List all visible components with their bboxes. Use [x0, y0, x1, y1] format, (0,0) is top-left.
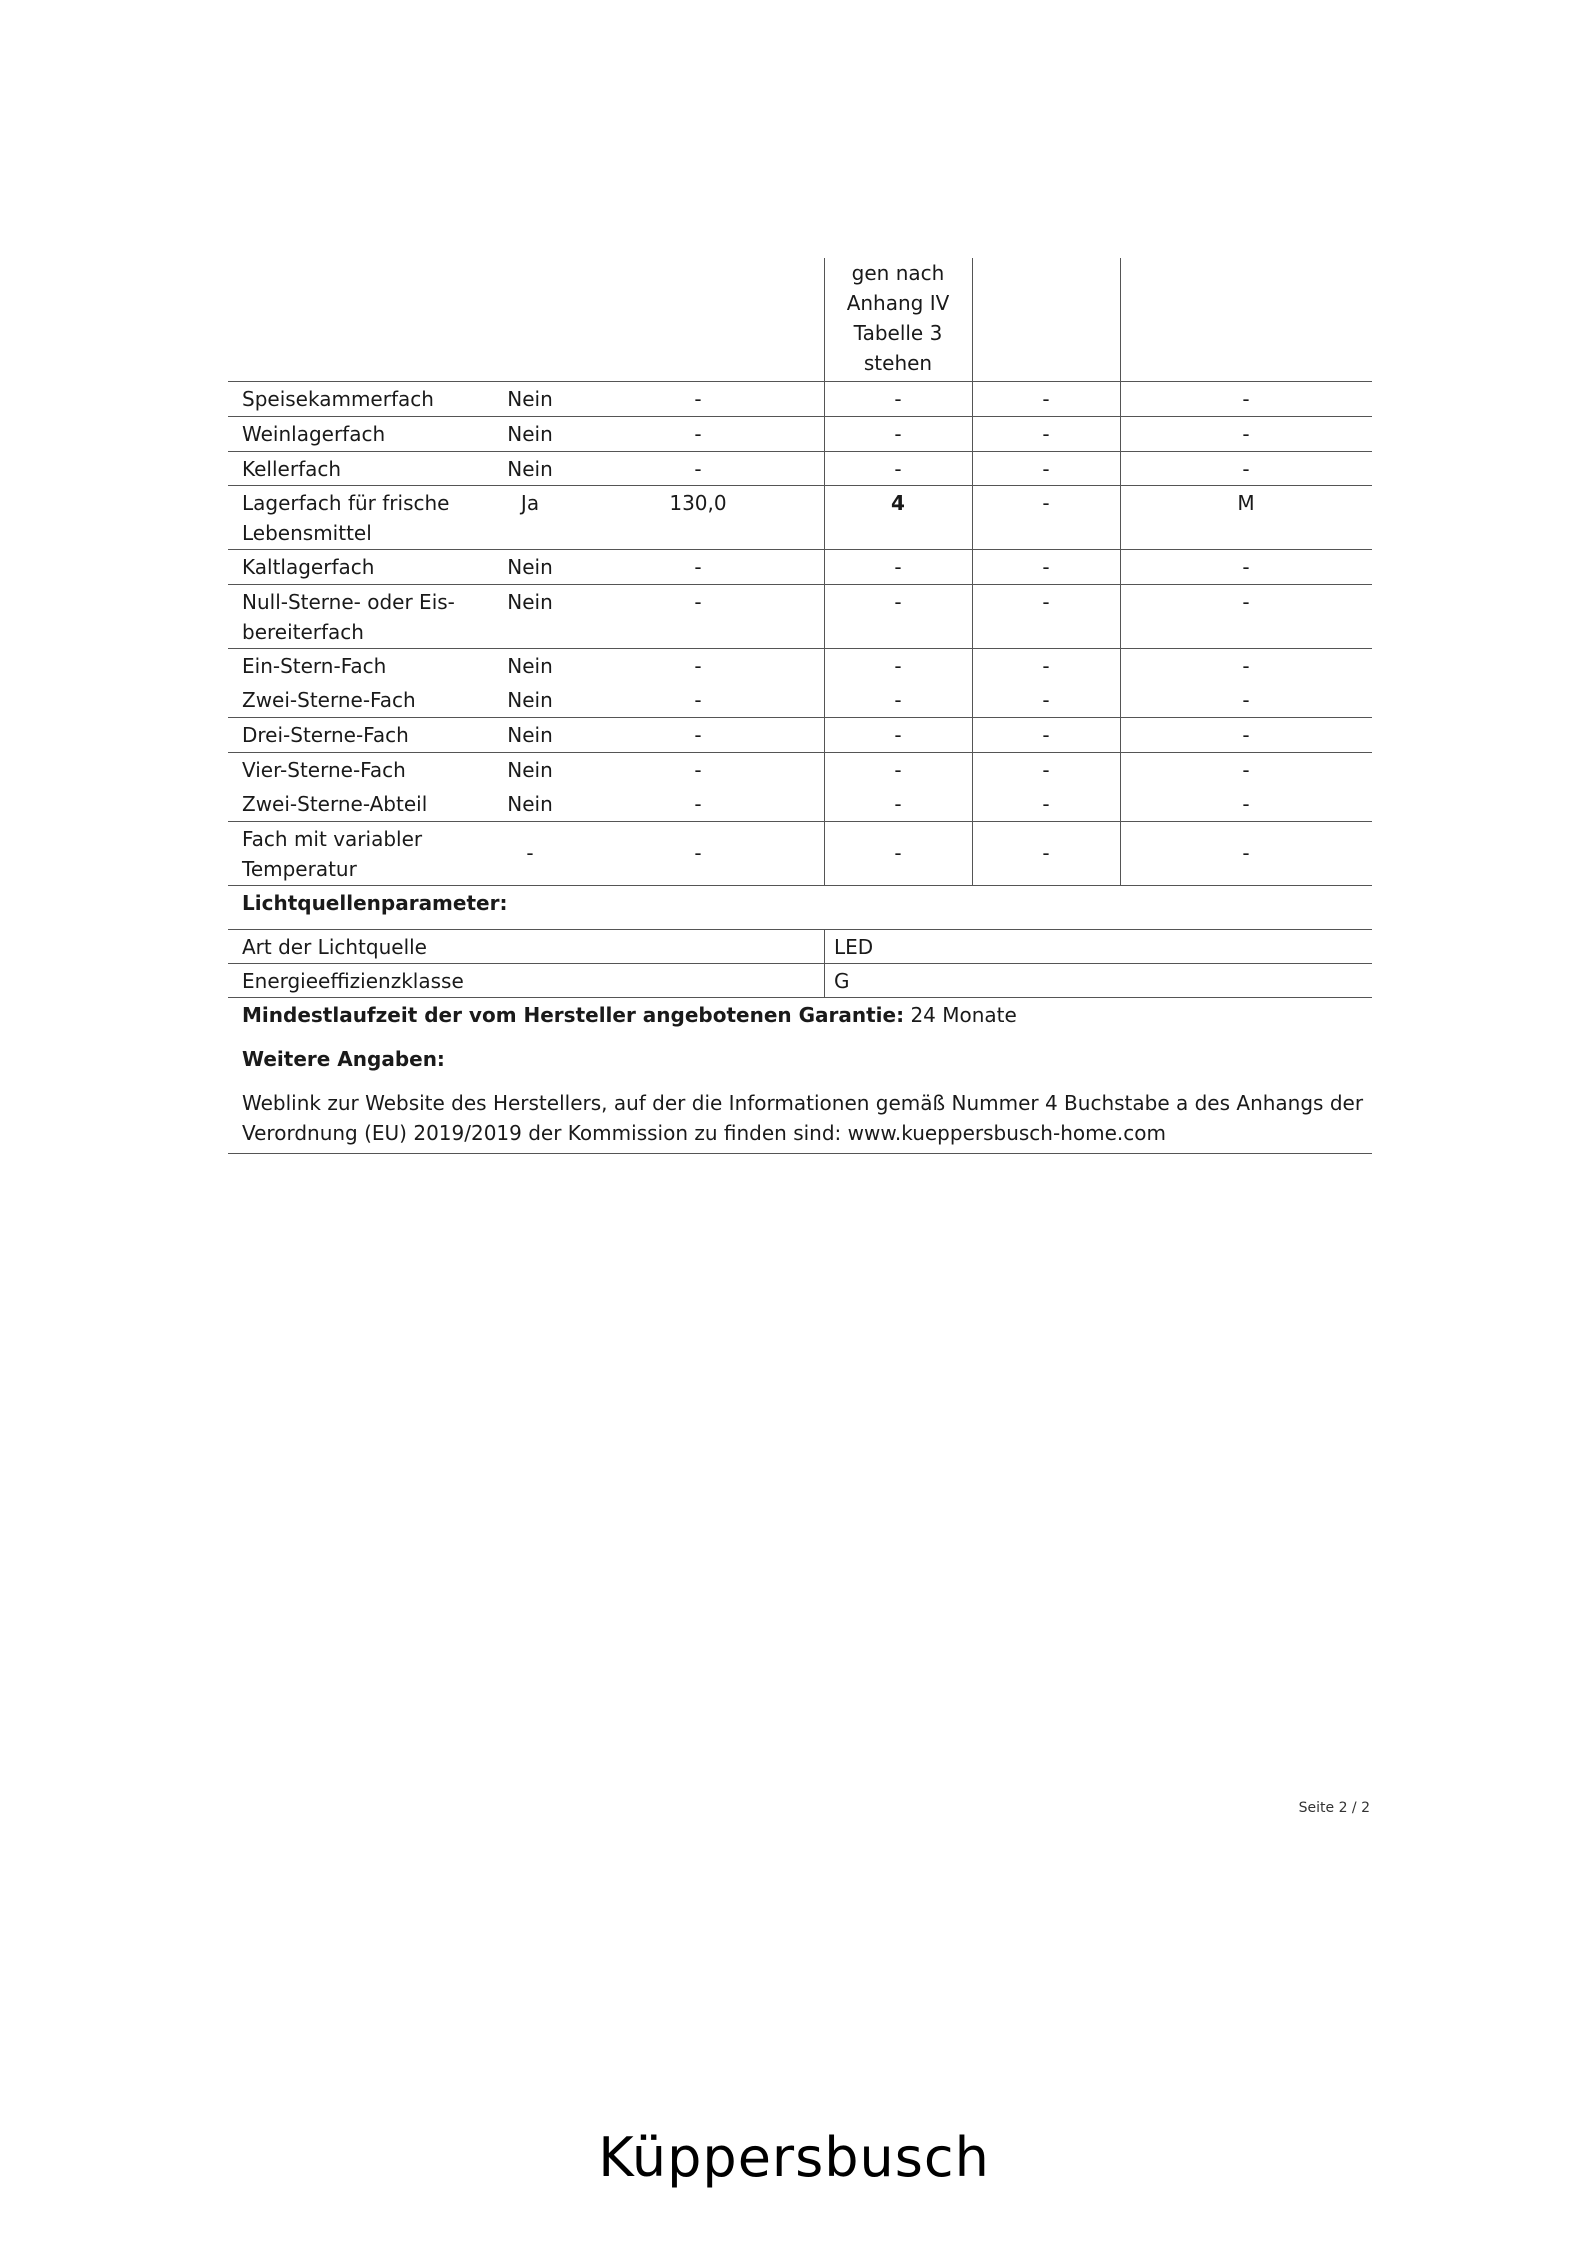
light-column-rule: [824, 929, 825, 963]
column-rule: [824, 451, 825, 485]
table-rule: [228, 752, 1372, 753]
further-text: Verordnung (EU) 2019/2019 der Kommission zu finden sind: www.kueppersbusch-home.com: [242, 1121, 1166, 1145]
row-value: -: [1242, 590, 1250, 614]
row-value: -: [694, 841, 702, 865]
column-rule: [1120, 451, 1121, 485]
column-rule: [972, 821, 973, 885]
further-text: Weblink zur Website des Herstellers, auf der die Informationen gemäß Nummer 4 Buchstabe a des Anhangs der: [242, 1091, 1364, 1115]
row-value: Nein: [507, 590, 553, 614]
row-value: -: [1242, 841, 1250, 865]
row-value: Ja: [520, 491, 540, 515]
table-rule: [228, 821, 1372, 822]
row-label: Lagerfach für frische: [242, 491, 450, 515]
column-rule: [972, 416, 973, 451]
row-value: -: [894, 555, 902, 579]
row-value: -: [1042, 758, 1050, 782]
column-rule: [1120, 485, 1121, 549]
column-rule: [972, 485, 973, 549]
header-column-rule: [972, 258, 973, 381]
row-label: Fach mit variabler: [242, 827, 423, 851]
row-label: Drei-Sterne-Fach: [242, 723, 409, 747]
warranty-label: Mindestlaufzeit der vom Hersteller angebotenen Garantie:: [242, 1003, 905, 1027]
column-rule: [1120, 786, 1121, 821]
header-note-line: Tabelle 3: [853, 321, 943, 345]
row-value: -: [1242, 758, 1250, 782]
table-rule: [228, 648, 1372, 649]
further-heading: Weitere Angaben:: [242, 1047, 445, 1071]
row-value: Nein: [507, 654, 553, 678]
table-rule: [228, 485, 1372, 486]
table-rule: [228, 717, 1372, 718]
row-label: Weinlagerfach: [242, 422, 386, 446]
column-rule: [972, 752, 973, 786]
row-value: Nein: [507, 723, 553, 747]
row-value: -: [894, 792, 902, 816]
row-value: -: [894, 387, 902, 411]
light-rule: [228, 963, 1372, 964]
row-value: -: [1242, 457, 1250, 481]
row-value: -: [694, 792, 702, 816]
row-value: -: [1242, 555, 1250, 579]
row-value: -: [1042, 457, 1050, 481]
column-rule: [972, 786, 973, 821]
warranty-line: [242, 1000, 1017, 1030]
column-rule: [824, 648, 825, 682]
column-rule: [824, 381, 825, 416]
row-value: -: [1042, 688, 1050, 712]
light-rule: [228, 997, 1372, 998]
row-value: -: [1042, 723, 1050, 747]
row-value: -: [694, 422, 702, 446]
row-value: -: [1242, 688, 1250, 712]
light-top-rule: [228, 929, 1372, 930]
table-rule: [228, 549, 1372, 550]
row-label: bereiterfach: [242, 620, 364, 644]
header-note-line: gen nach: [851, 261, 945, 285]
column-rule: [1120, 381, 1121, 416]
row-label: Zwei-Sterne-Fach: [242, 688, 416, 712]
row-value: Nein: [507, 422, 553, 446]
row-value: -: [1042, 590, 1050, 614]
column-rule: [1120, 584, 1121, 648]
row-value: -: [1042, 841, 1050, 865]
column-rule: [1120, 549, 1121, 584]
row-value: Nein: [507, 792, 553, 816]
column-rule: [824, 717, 825, 752]
row-value: -: [894, 758, 902, 782]
row-value: -: [526, 841, 534, 865]
row-value: Nein: [507, 688, 553, 712]
row-value: -: [894, 688, 902, 712]
row-value: M: [1237, 491, 1255, 515]
column-rule: [824, 682, 825, 717]
row-label: Lebensmittel: [242, 521, 372, 545]
light-heading: Lichtquellenparameter:: [242, 891, 508, 915]
row-value: -: [894, 422, 902, 446]
column-rule: [1120, 821, 1121, 885]
row-value: -: [1042, 792, 1050, 816]
column-rule: [824, 485, 825, 549]
column-rule: [824, 416, 825, 451]
header-column-rule: [1120, 258, 1121, 381]
row-value: -: [1042, 654, 1050, 678]
column-rule: [972, 717, 973, 752]
light-value: LED: [834, 935, 874, 959]
row-value: -: [694, 654, 702, 678]
row-label: Temperatur: [242, 857, 357, 881]
light-value: G: [834, 969, 850, 993]
warranty-value: 24 Monate: [904, 1003, 1017, 1027]
header-note-line: stehen: [863, 351, 933, 375]
light-column-rule: [824, 963, 825, 997]
column-rule: [1120, 752, 1121, 786]
row-value: -: [1242, 422, 1250, 446]
table-rule: [228, 885, 1372, 886]
row-value: -: [894, 841, 902, 865]
row-value: -: [694, 387, 702, 411]
column-rule: [824, 786, 825, 821]
table-rule: [228, 416, 1372, 417]
column-rule: [824, 549, 825, 584]
header-column-rule: [824, 258, 825, 381]
row-value: Nein: [507, 387, 553, 411]
row-value: -: [694, 457, 702, 481]
row-label: Kellerfach: [242, 457, 342, 481]
row-label: Ein-Stern-Fach: [242, 654, 387, 678]
column-rule: [972, 451, 973, 485]
row-label: Null-Sterne- oder Eis-: [242, 590, 455, 614]
light-label: Energieeffizienzklasse: [242, 969, 464, 993]
brand-logo: Küppersbusch: [598, 2126, 990, 2189]
row-value: -: [1042, 422, 1050, 446]
column-rule: [824, 752, 825, 786]
row-value: -: [1042, 555, 1050, 579]
column-rule: [824, 821, 825, 885]
table-rule: [228, 451, 1372, 452]
row-value: -: [1042, 491, 1050, 515]
row-value: 4: [891, 491, 905, 515]
row-value: -: [894, 723, 902, 747]
row-value: -: [694, 758, 702, 782]
column-rule: [824, 584, 825, 648]
header-note-line: Anhang IV: [846, 291, 950, 315]
row-value: -: [694, 723, 702, 747]
table-bottom-rule: [228, 1153, 1372, 1154]
column-rule: [1120, 682, 1121, 717]
row-value: -: [694, 590, 702, 614]
row-value: -: [1242, 792, 1250, 816]
table-top-rule: [228, 381, 1372, 382]
row-value: -: [1242, 723, 1250, 747]
row-value: 130,0: [669, 491, 727, 515]
light-label: Art der Lichtquelle: [242, 935, 427, 959]
column-rule: [972, 381, 973, 416]
column-rule: [1120, 648, 1121, 682]
row-label: Zwei-Sterne-Abteil: [242, 792, 428, 816]
column-rule: [972, 648, 973, 682]
row-label: Speisekammerfach: [242, 387, 434, 411]
row-value: -: [894, 654, 902, 678]
row-value: Nein: [507, 758, 553, 782]
row-value: -: [894, 457, 902, 481]
row-value: -: [694, 555, 702, 579]
table-rule: [228, 584, 1372, 585]
column-rule: [1120, 416, 1121, 451]
page-number: Seite 2 / 2: [1298, 1800, 1370, 1816]
row-value: Nein: [507, 555, 553, 579]
row-label: Vier-Sterne-Fach: [242, 758, 406, 782]
column-rule: [972, 584, 973, 648]
row-value: -: [1242, 387, 1250, 411]
row-label: Kaltlagerfach: [242, 555, 375, 579]
row-value: -: [694, 688, 702, 712]
row-value: -: [1242, 654, 1250, 678]
column-rule: [1120, 717, 1121, 752]
column-rule: [972, 549, 973, 584]
row-value: -: [1042, 387, 1050, 411]
row-value: Nein: [507, 457, 553, 481]
column-rule: [972, 682, 973, 717]
row-value: -: [894, 590, 902, 614]
